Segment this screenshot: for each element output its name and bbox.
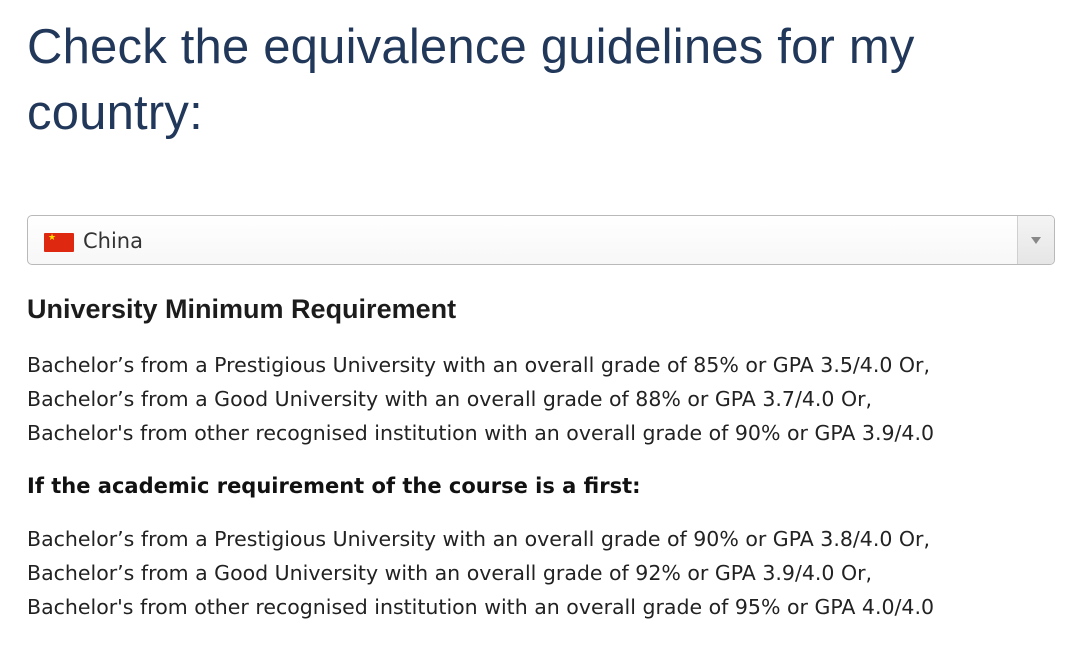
requirements-list	[27, 348, 934, 450]
china-flag-icon: ★	[44, 233, 74, 252]
list-item: Bachelor’s from a Good University with an overall grade of 88% or GPA 3.7/4.0 Or,	[27, 387, 873, 411]
select-arrow-button[interactable]	[1017, 216, 1054, 264]
section-heading: University Minimum Requirement	[27, 294, 457, 324]
list-item: Bachelor's from other recognised institution with an overall grade of 90% or GPA 3.9/4.0	[27, 421, 935, 445]
country-select[interactable]	[27, 215, 1055, 265]
list-item: Bachelor's from other recognised institution with an overall grade of 95% or GPA 4.0/4.0	[27, 595, 935, 619]
first-class-heading: If the academic requirement of the course is a first:	[27, 474, 641, 498]
chevron-down-icon	[1031, 237, 1041, 244]
page-title: Check the equivalence guidelines for my country:	[27, 20, 915, 140]
list-item: Bachelor’s from a Good University with an overall grade of 92% or GPA 3.9/4.0 Or,	[27, 561, 873, 585]
country-select-value: China	[83, 229, 143, 253]
list-item: Bachelor’s from a Prestigious University with an overall grade of 90% or GPA 3.8/4.0 Or,	[27, 527, 930, 551]
equivalence-page	[27, 0, 1057, 619]
list-item: Bachelor’s from a Prestigious University with an overall grade of 85% or GPA 3.5/4.0 Or,	[27, 353, 930, 377]
first-class-requirements-list	[27, 522, 934, 624]
